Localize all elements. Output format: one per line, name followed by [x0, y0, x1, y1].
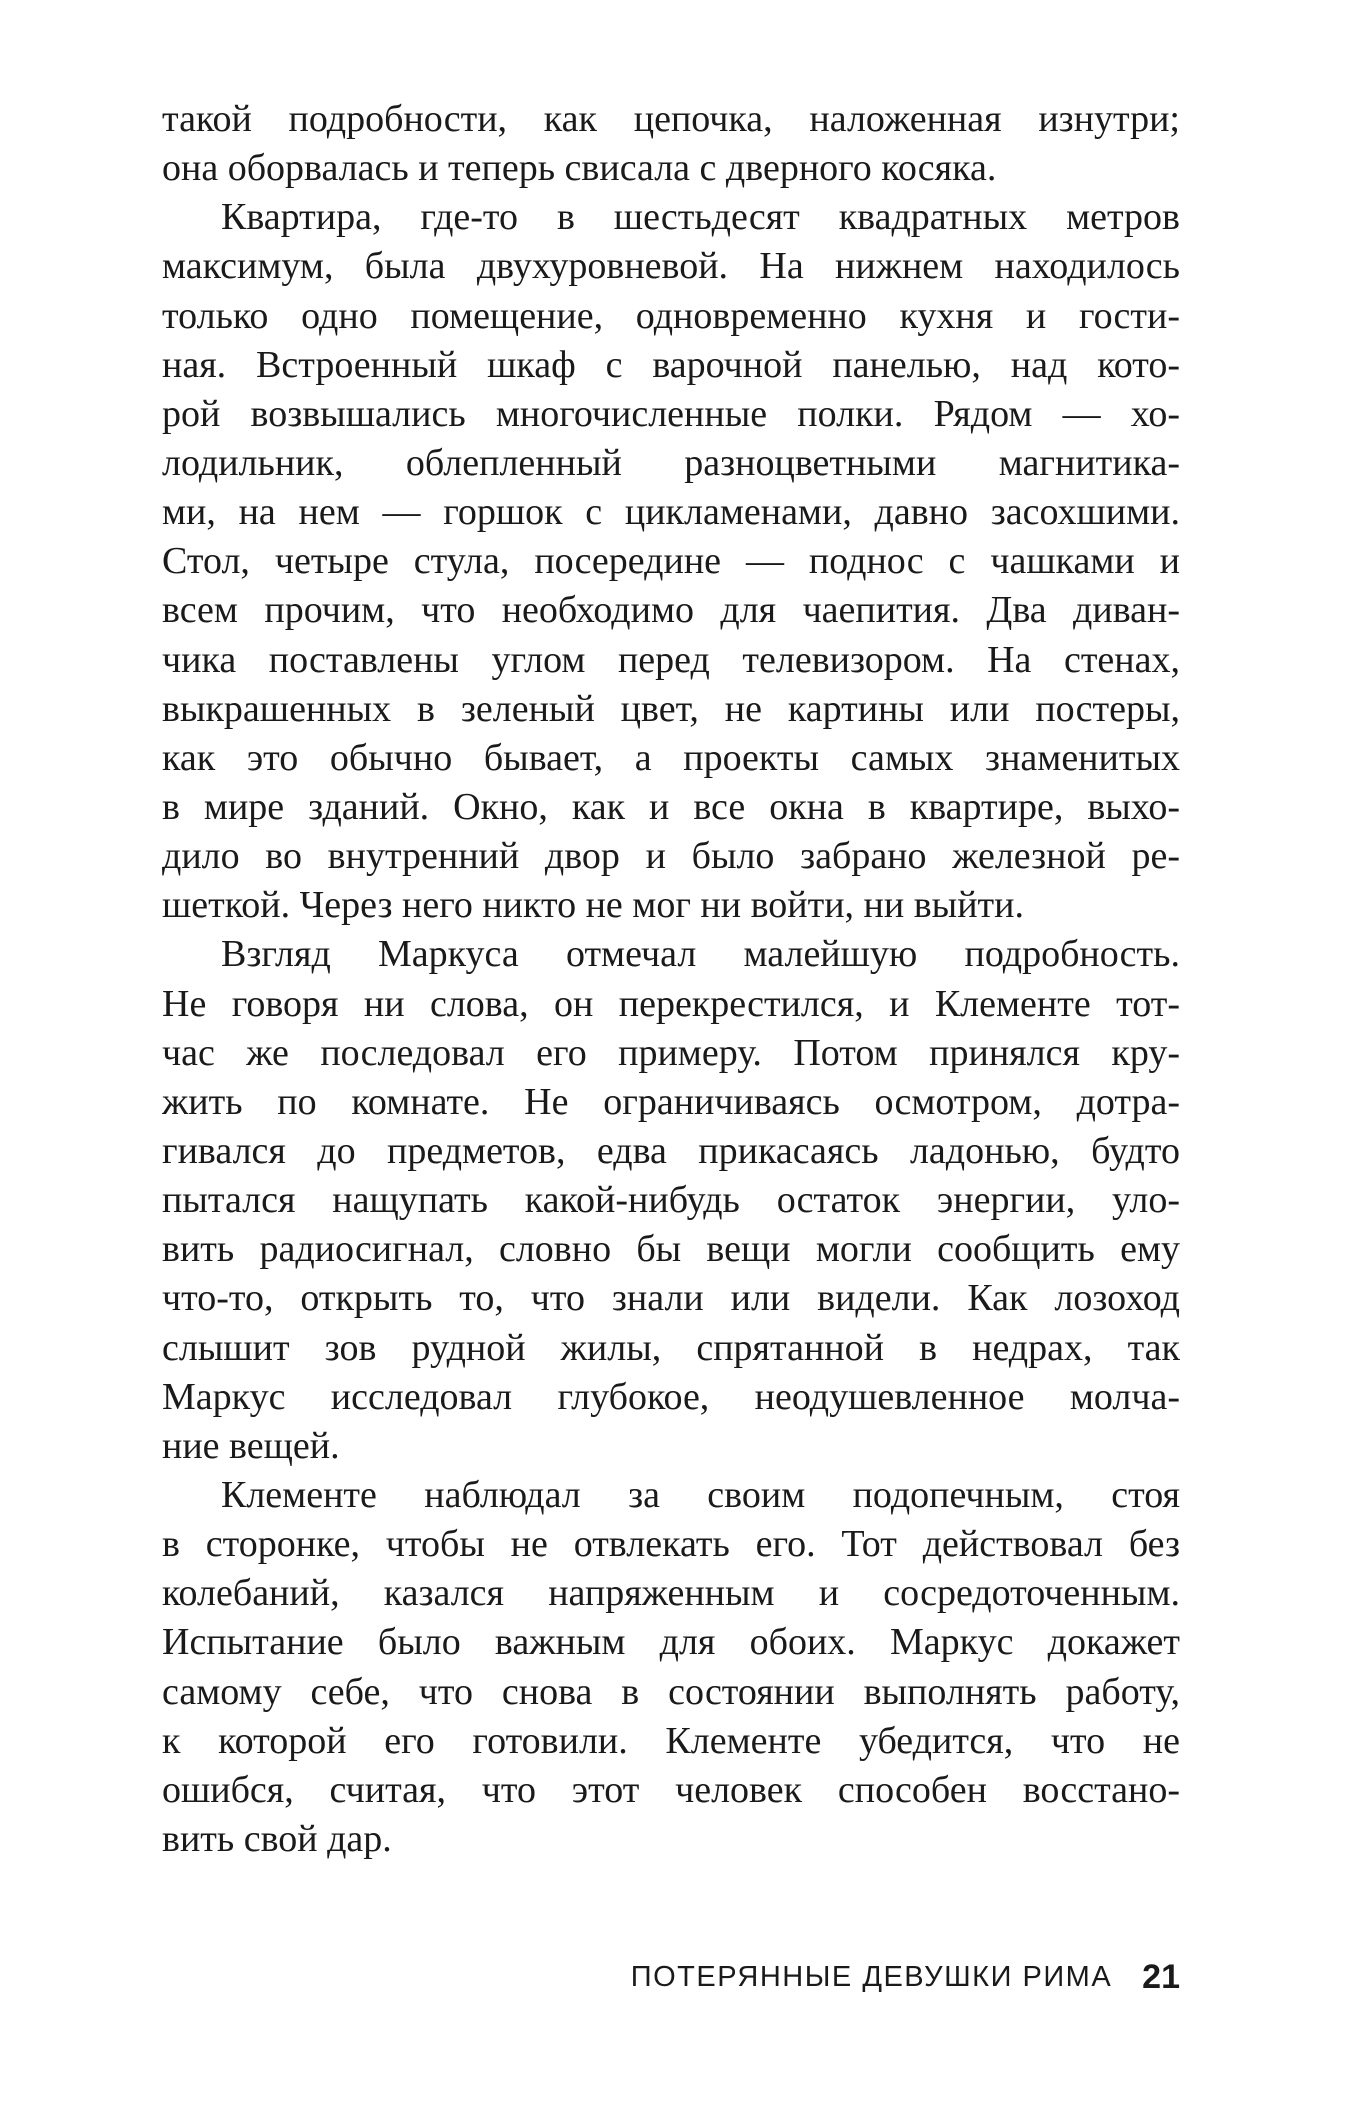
text-line: жить по комнате. Не ограничиваясь осмотром, дотра- — [162, 1080, 1180, 1123]
text-line: чика поставлены углом перед телевизором. На стенах, — [162, 638, 1180, 681]
text-line: ошибся, считая, что этот человек способен восстано- — [162, 1768, 1180, 1811]
text-line: в сторонке, чтобы не отвлекать его. Тот действовал без — [162, 1523, 1180, 1566]
text-line: как это обычно бывает, а проекты самых знаменитых — [162, 736, 1180, 779]
text-line: гивался до предметов, едва прикасаясь ладонью, будто — [162, 1129, 1180, 1172]
text-line: к которой его готовили. Клементе убедится, что не — [162, 1719, 1180, 1762]
text-line: рой возвышались многочисленные полки. Рядом — хо- — [162, 392, 1180, 435]
text-line: шеткой. Через него никто не мог ни войти, ни выйти. — [162, 884, 1024, 927]
paragraph-first-line: Клементе наблюдал за своим подопечным, стоя — [221, 1473, 1180, 1516]
text-line: ми, на нем — горшок с цикламенами, давно засохшими. — [162, 491, 1180, 534]
text-line: Маркус исследовал глубокое, неодушевленное молча- — [162, 1375, 1180, 1418]
text-line: всем прочим, что необходимо для чаепития. Два диван- — [162, 589, 1180, 632]
text-line: максимум, была двухуровневой. На нижнем находилось — [162, 245, 1180, 288]
body-text — [162, 95, 1180, 1864]
paragraph-first-line: Квартира, где-то в шестьдесят квадратных метров — [221, 196, 1180, 239]
text-line: только одно помещение, одновременно кухня и гости- — [162, 294, 1180, 337]
text-line: что-то, открыть то, что знали или видели. Как лозоход — [162, 1277, 1180, 1320]
text-line: час же последовал его примеру. Потом принялся кру- — [162, 1031, 1180, 1074]
running-footer — [502, 1953, 1180, 2001]
text-line: слышит зов рудной жилы, спрятанной в недрах, так — [162, 1326, 1180, 1369]
text-line: вить радиосигнал, словно бы вещи могли сообщить ему — [162, 1228, 1180, 1271]
text-line: лодильник, облепленный разноцветными магнитика- — [162, 441, 1180, 484]
text-line: ние вещей. — [162, 1424, 340, 1467]
text-line: вить свой дар. — [162, 1817, 392, 1860]
text-line: Испытание было важным для обоих. Маркус докажет — [162, 1621, 1180, 1664]
book-title: ПОТЕРЯННЫЕ ДЕВУШКИ РИМА — [630, 1960, 1113, 1993]
page-number: 21 — [1142, 1957, 1180, 1996]
text-line: в мире зданий. Окно, как и все окна в квартире, выхо- — [162, 785, 1180, 828]
text-line: колебаний, казался напряженным и сосредоточенным. — [162, 1572, 1180, 1615]
text-line: она оборвалась и теперь свисала с дверного косяка. — [162, 147, 997, 190]
text-line: пытался нащупать какой-нибудь остаток энергии, уло- — [162, 1179, 1180, 1222]
text-line: такой подробности, как цепочка, наложенная изнутри; — [162, 98, 1180, 140]
text-line: ная. Встроенный шкаф с варочной панелью, над кото- — [162, 343, 1180, 386]
text-line: Стол, четыре стула, посередине — поднос с чашками и — [162, 540, 1180, 583]
paragraph-first-line: Взгляд Маркуса отмечал малейшую подробность. — [221, 933, 1180, 976]
text-line: Не говоря ни слова, он перекрестился, и Клементе тот- — [162, 982, 1180, 1025]
text-line: самому себе, что снова в состоянии выполнять работу, — [162, 1670, 1180, 1713]
text-line: дило во внутренний двор и было забрано железной ре- — [162, 835, 1180, 878]
text-line: выкрашенных в зеленый цвет, не картины или постеры, — [162, 687, 1180, 730]
